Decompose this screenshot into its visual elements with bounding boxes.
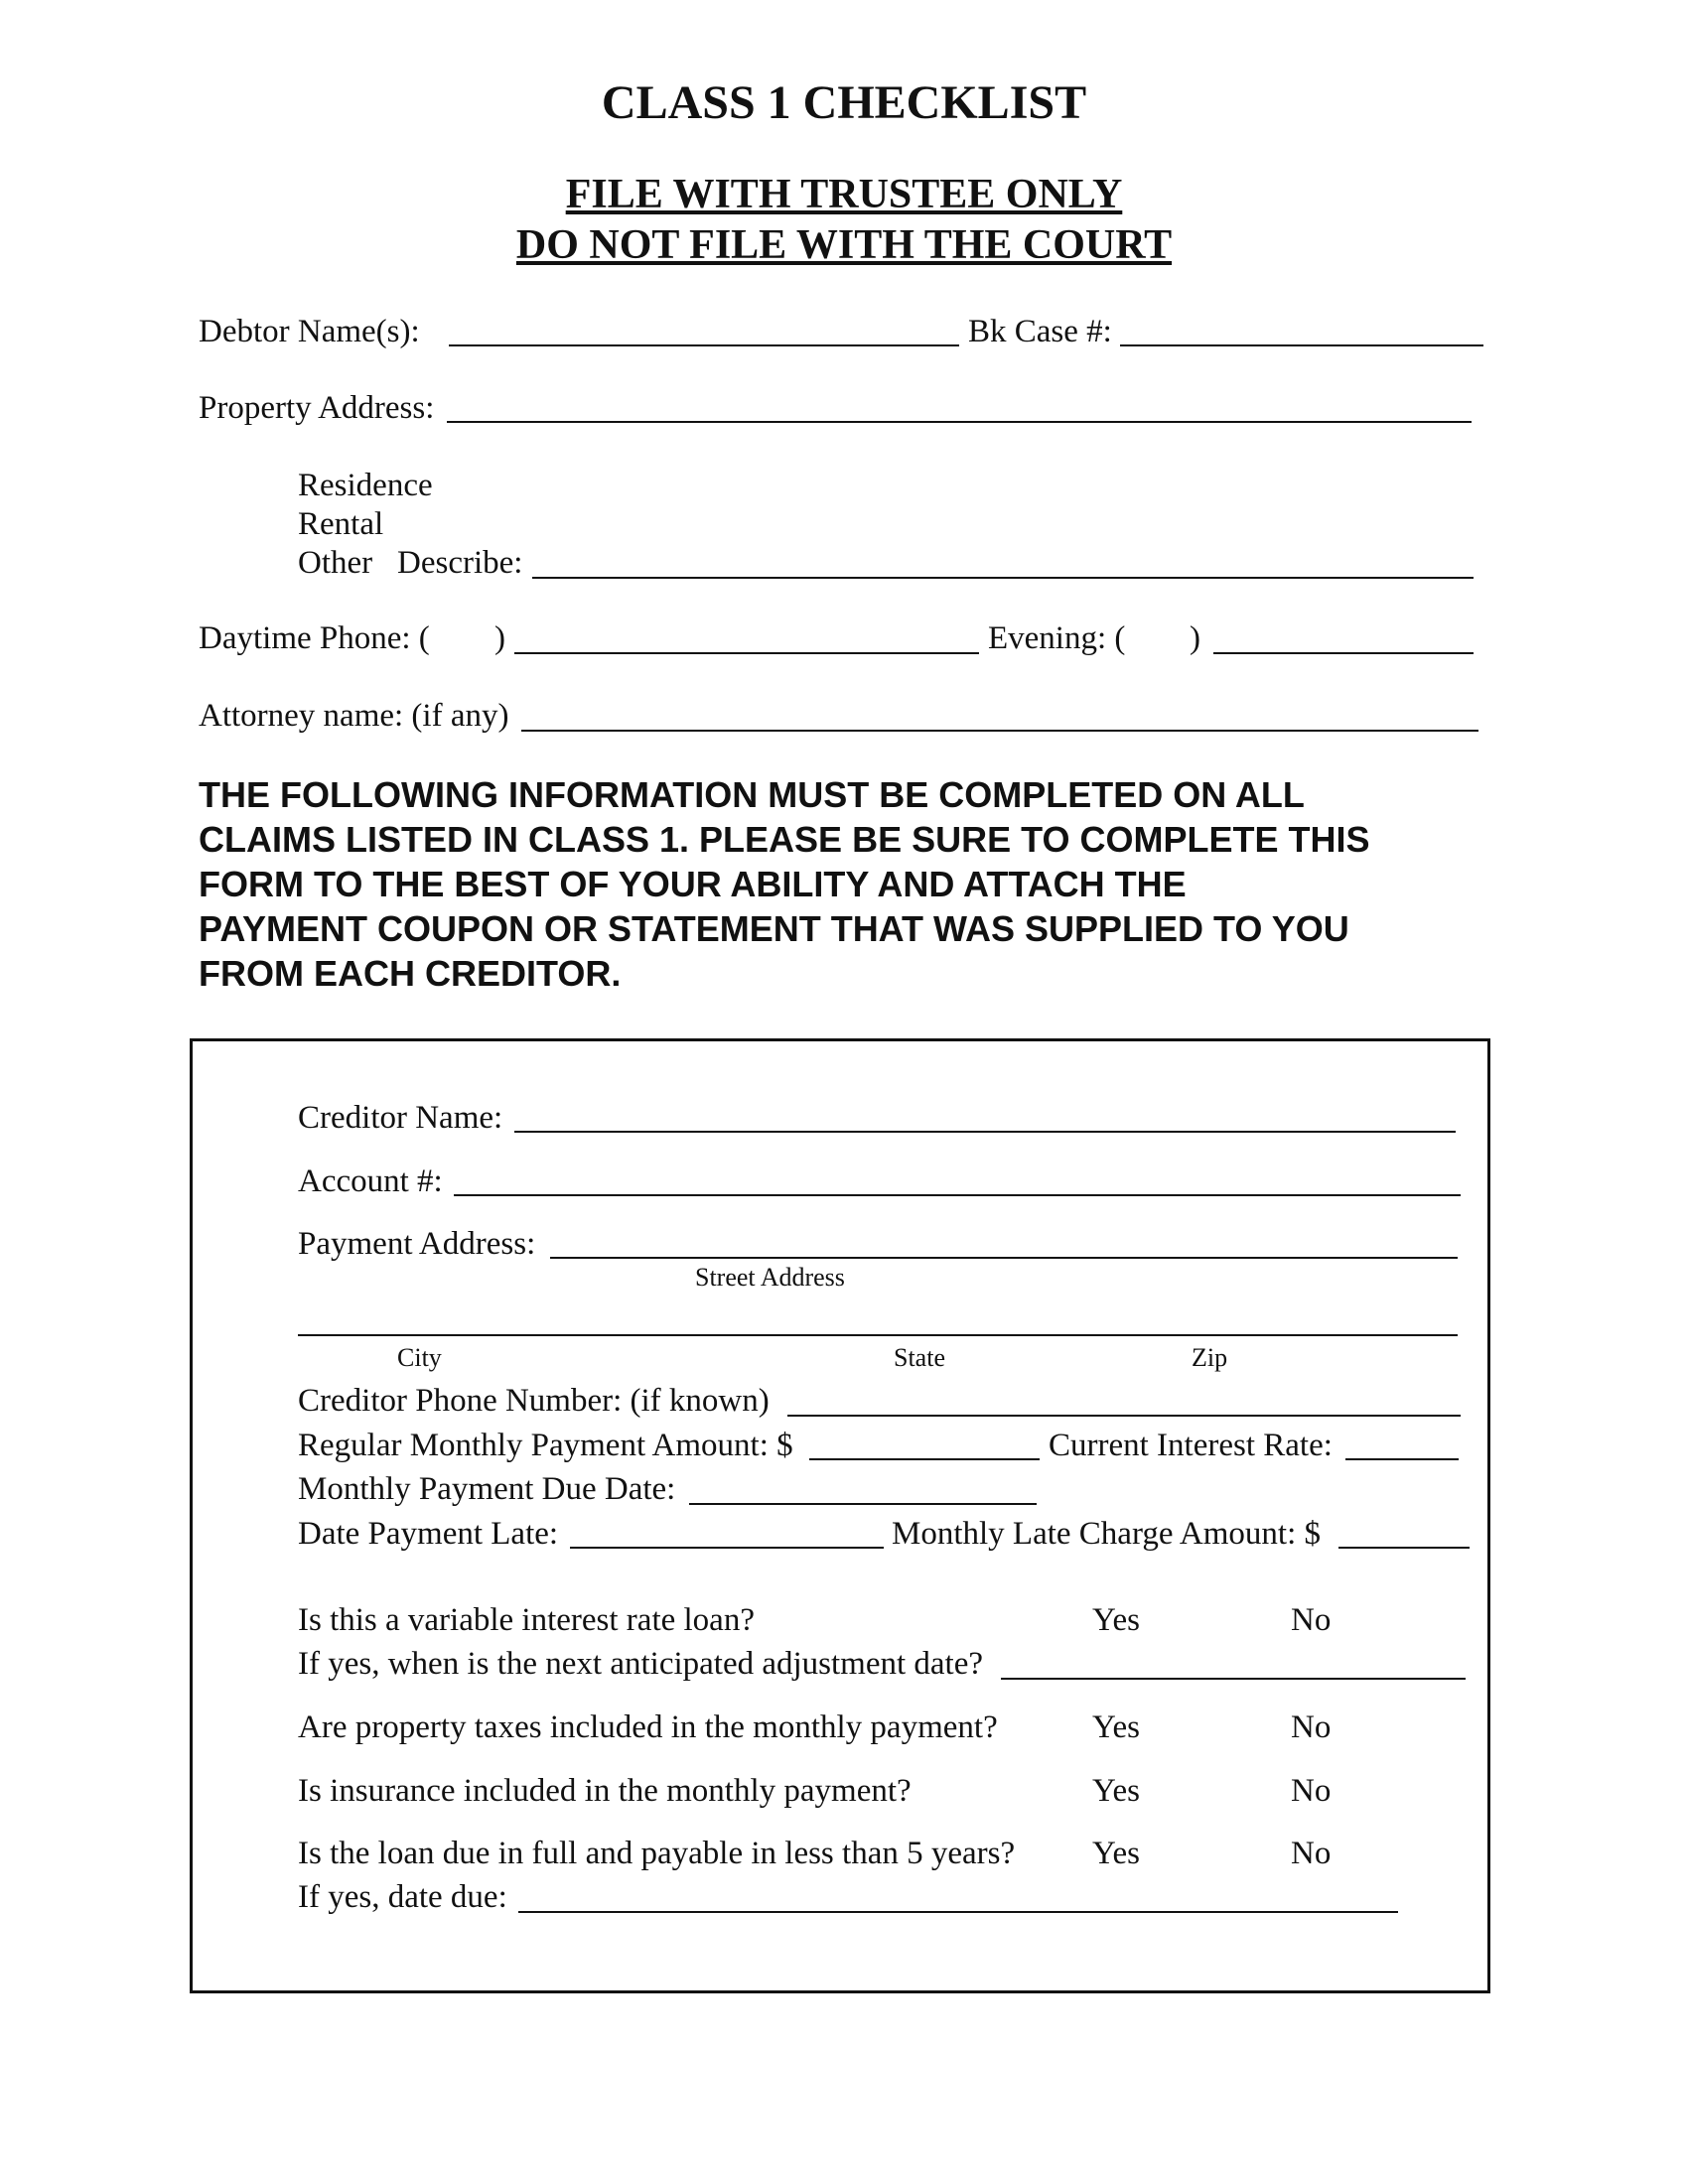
state-caption: State <box>894 1343 945 1372</box>
account-number-label: Account #: <box>298 1163 443 1199</box>
interest-rate-field[interactable] <box>1345 1458 1459 1460</box>
subtitle-trustee: FILE WITH TRUSTEE ONLY <box>565 172 1123 217</box>
late-charge-label: Monthly Late Charge Amount: $ <box>892 1516 1322 1552</box>
debtor-name-label: Debtor Name(s): <box>199 314 420 349</box>
property-address-label: Property Address: <box>199 390 435 426</box>
date-late-label: Date Payment Late: <box>298 1516 559 1552</box>
date-due-field[interactable] <box>518 1911 1398 1913</box>
late-charge-field[interactable] <box>1338 1547 1470 1549</box>
case-number-label: Bk Case #: <box>968 314 1112 349</box>
notice-line: FROM EACH CREDITOR. <box>199 953 622 994</box>
creditor-name-label: Creditor Name: <box>298 1100 503 1136</box>
zip-caption: Zip <box>1192 1343 1228 1372</box>
insurance-yes[interactable]: Yes <box>1092 1773 1141 1809</box>
due-date-label: Monthly Payment Due Date: <box>298 1471 676 1507</box>
interest-rate-label: Current Interest Rate: <box>1049 1428 1333 1463</box>
attorney-name-field[interactable] <box>521 730 1478 732</box>
notice-line: PAYMENT COUPON OR STATEMENT THAT WAS SUPPLIED TO YOU <box>199 908 1349 949</box>
evening-phone-label: Evening: ( <box>988 620 1126 656</box>
evening-phone-close: ) <box>1190 620 1200 656</box>
notice-line: CLAIMS LISTED IN CLASS 1. PLEASE BE SURE TO COMPLETE THIS <box>199 819 1370 860</box>
daytime-phone-field[interactable] <box>514 652 979 654</box>
case-number-field[interactable] <box>1120 344 1483 346</box>
creditor-phone-label: Creditor Phone Number: (if known) <box>298 1383 770 1419</box>
instructions-notice <box>199 772 1369 996</box>
notice-line: THE FOLLOWING INFORMATION MUST BE COMPLETED ON ALL <box>199 774 1305 815</box>
attorney-name-label: Attorney name: (if any) <box>199 698 509 734</box>
insurance-no[interactable]: No <box>1291 1773 1332 1809</box>
variable-rate-question: Is this a variable interest rate loan? <box>298 1602 755 1638</box>
creditor-phone-field[interactable] <box>787 1415 1461 1417</box>
city-state-zip-field[interactable] <box>298 1334 1458 1336</box>
city-caption: City <box>397 1343 442 1372</box>
loan-due-yes[interactable]: Yes <box>1092 1836 1141 1871</box>
subtitle-court: DO NOT FILE WITH THE COURT <box>515 222 1173 268</box>
creditor-name-field[interactable] <box>514 1131 1456 1133</box>
describe-field[interactable] <box>532 577 1474 579</box>
monthly-payment-label: Regular Monthly Payment Amount: $ <box>298 1428 793 1463</box>
street-address-caption: Street Address <box>695 1263 845 1292</box>
adjustment-date-question: If yes, when is the next anticipated adjustment date? <box>298 1646 984 1682</box>
describe-label: Describe: <box>397 545 523 581</box>
option-other[interactable]: Other <box>298 545 373 581</box>
street-address-field[interactable] <box>550 1257 1458 1259</box>
due-date-field[interactable] <box>689 1503 1037 1505</box>
option-rental[interactable]: Rental <box>298 506 384 542</box>
account-number-field[interactable] <box>454 1194 1461 1196</box>
debtor-name-field[interactable] <box>449 344 959 346</box>
date-late-field[interactable] <box>570 1547 884 1549</box>
adjustment-date-field[interactable] <box>1001 1678 1466 1680</box>
monthly-payment-field[interactable] <box>809 1458 1040 1460</box>
insurance-question: Is insurance included in the monthly payment? <box>298 1773 912 1809</box>
variable-rate-yes[interactable]: Yes <box>1092 1602 1141 1638</box>
property-taxes-yes[interactable]: Yes <box>1092 1709 1141 1745</box>
notice-line: FORM TO THE BEST OF YOUR ABILITY AND ATTACH THE <box>199 864 1187 904</box>
property-address-field[interactable] <box>447 421 1472 423</box>
evening-phone-field[interactable] <box>1213 652 1474 654</box>
property-taxes-question: Are property taxes included in the monthly payment? <box>298 1709 998 1745</box>
option-residence[interactable]: Residence <box>298 468 433 503</box>
date-due-label: If yes, date due: <box>298 1879 507 1915</box>
property-taxes-no[interactable]: No <box>1291 1709 1332 1745</box>
payment-address-label: Payment Address: <box>298 1226 536 1262</box>
page-title: CLASS 1 CHECKLIST <box>601 76 1087 129</box>
variable-rate-no[interactable]: No <box>1291 1602 1332 1638</box>
loan-due-no[interactable]: No <box>1291 1836 1332 1871</box>
loan-due-question: Is the loan due in full and payable in less than 5 years? <box>298 1836 1016 1871</box>
daytime-phone-label: Daytime Phone: ( <box>199 620 430 656</box>
daytime-phone-close: ) <box>494 620 505 656</box>
